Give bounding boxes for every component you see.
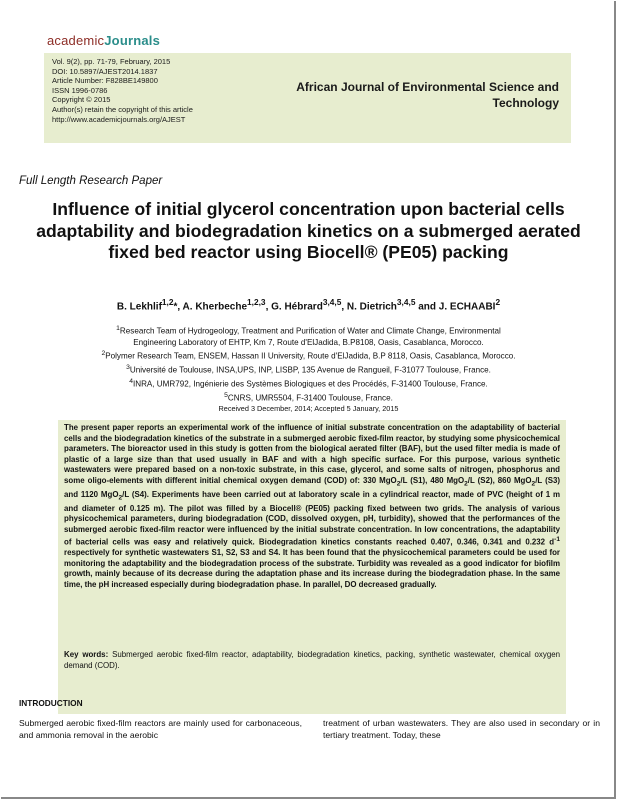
intro-column-left: Submerged aerobic fixed-film reactors are mainly used for carbonaceous, and ammonia removal in the aerobic bbox=[19, 718, 302, 740]
article-metadata bbox=[52, 57, 193, 124]
issn-line: ISSN 1996-0786 bbox=[52, 85, 108, 95]
keywords-text: Submerged aerobic fixed-film reactor, adaptability, biodegradation kinetics, packing, synthetic wastewater, chemical oxygen demand (COD). bbox=[64, 650, 560, 670]
journal-url-link[interactable]: http://www.academicjournals.org/AJEST bbox=[52, 114, 186, 124]
intro-column-right: treatment of urban wastewaters. They are also used in secondary or in tertiary treatment. Today, these bbox=[323, 718, 600, 740]
affiliations bbox=[20, 323, 597, 404]
abstract-box bbox=[58, 420, 566, 714]
affiliation-4: $^4$INRA, UMR792, Ingénierie des Systèmes Biologiques et des Procédés, F-31400 Toulouse, France. bbox=[129, 377, 488, 389]
journal-header bbox=[44, 53, 571, 143]
publisher-logo bbox=[47, 33, 160, 48]
affiliation-1-cont: Engineering Laboratory of EHTP, Km 7, Route d'ElJadida, B.P8108, Oasis, Casablanca, Morocco. bbox=[133, 337, 484, 347]
author-list: B. Lekhlif$^{1,2}$*, A. Kherbeche$^{1,2,3}$, G. Hébrard$^{3,4,5}$, N. Dietrich$^{3,4,5}$ and J. ECHAABI$^2$ bbox=[116, 297, 501, 313]
paper-title: Influence of initial glycerol concentration upon bacterial cells adaptability and biodegradation kinetics on a submerged aerated fixed bed reactor using Biocell® (PE05) packing bbox=[36, 199, 581, 262]
volume-line: Vol. 9(2), pp. 71-79, February, 2015 bbox=[52, 57, 171, 66]
doi-line: DOI: 10.5897/AJEST2014.1837 bbox=[52, 66, 158, 76]
affiliation-3: $^3$Université de Toulouse, INSA,UPS, INP, LISBP, 135 Avenue de Rangueil, F-31077 Toulouse, France. bbox=[126, 363, 491, 375]
rights-line: Author(s) retain the copyright of this article bbox=[52, 104, 193, 114]
received-dates: Received 3 December, 2014; Accepted 5 January, 2015 bbox=[218, 404, 399, 413]
keywords bbox=[64, 650, 560, 671]
logo-part-journals: Journals bbox=[104, 33, 161, 48]
affiliation-1: $^1$Research Team of Hydrogeology, Treatment and Purification of Water and Climate Change, Environmental bbox=[116, 325, 501, 336]
abstract-text: The present paper reports an experimental work of the influence of initial substrate concentration on the adaptability of bacterial cells and the biodegradation kinetics of the substrate in a submerged aerobic fixed-film reactor, by studying some physicochemical parameters. The bioreactor used in this study is gotten from the biological aerated filter (BAF), but the used filter media is made of plastic of a large size than that used usually in BAF and with a high specific surface. For this purpose, various synthetic wastewaters were prepared based on a non-toxic substrate, in this case, glycerol, and some salts of nitrogen, phosphorus and some oligo-elements with different initial chemical oxygen demand (COD) of: 330 MgO$_2$/L (S1), 480 MgO$_2$/L (S2), 860 MgO$_2$/L (S3) and 1120 MgO$_2$/L (S4). Experiments have been carried out at laboratory scale in a cylindrical reactor, made of PVC (height of 1 m and diameter of 0.125 m). The pilot was filled by a Biocell® (PE05) packing fixed between two grids. The analysis of various physicochemical parameters, during biodegradation (COD, dissolved oxygen, pH, turbidity), showed that the performances of the submerged aerobic fixed-film reactor were influenced by the initial substrate concentration. In low concentrations, the adaptability of bacterial cells was easy and relatively quick. Biodegradation kinetics constants reached 0.407, 0.346, 0.341 and 0.232 $d^{-1}$ respectively for synthetic wastewaters S1, S2, S3 and S4. It has been found that the physicochemical parameters could be used for monitoring the adaptability and the biodegradation process of the substrate. Turbidity was revealed as a good indicator for biofilm growth, mainly because of its decrease during the adaptation phase and its increase during the biodegradation phase. In the same time, the pH increased especially during biodegradation phase. In parallel, DO decreased gradually. bbox=[64, 423, 561, 589]
keywords-label: Key words: bbox=[64, 650, 109, 659]
affiliation-5: $^5$CNRS, UMR5504, F-31400 Toulouse, France. bbox=[224, 391, 393, 403]
section-heading-introduction: INTRODUCTION bbox=[19, 698, 83, 708]
article-number-line: Article Number: F828BE149800 bbox=[52, 76, 158, 86]
logo-part-academic: academic bbox=[47, 33, 105, 48]
paper-type: Full Length Research Paper bbox=[19, 175, 163, 187]
journal-title: African Journal of Environmental Science and Technology bbox=[296, 80, 559, 110]
copyright-line: Copyright © 2015 bbox=[52, 95, 111, 105]
affiliation-2: $^2$Polymer Research Team, ENSEM, Hassan II University, Route d'ElJadida, B.P 8118, Oasis, Casablanca, Morocco. bbox=[101, 350, 516, 361]
